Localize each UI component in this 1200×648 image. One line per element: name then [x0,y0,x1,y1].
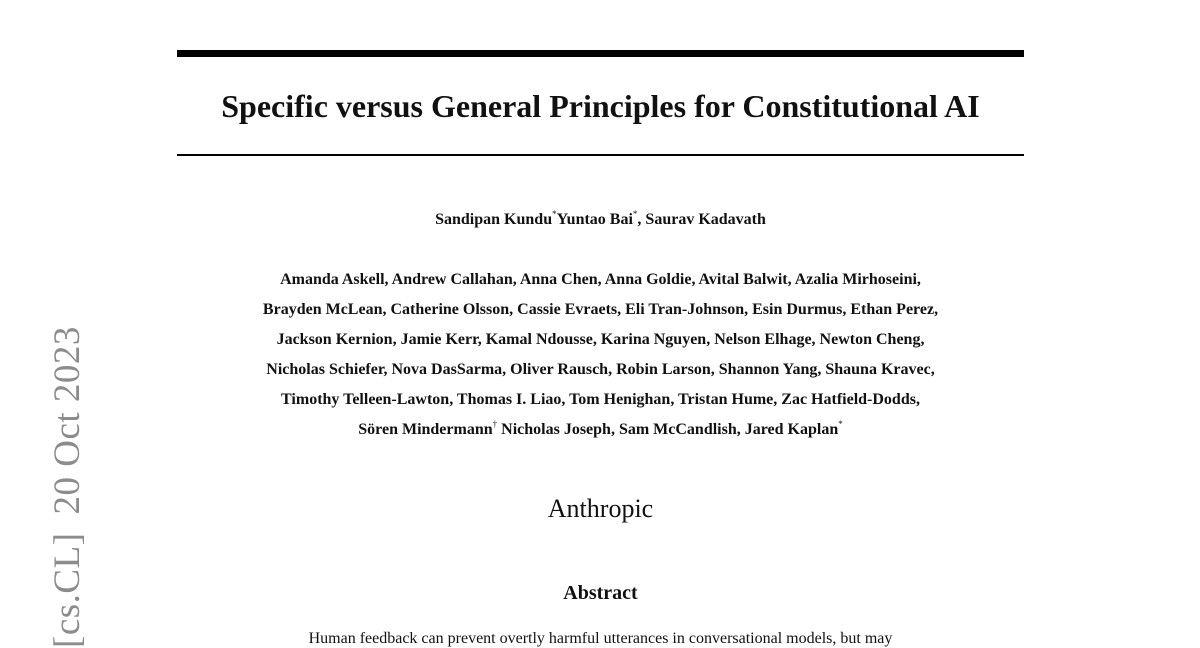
author-line: Brayden McLean, Catherine Olsson, Cassie Evraets, Eli Tran-Johnson, Esin Durmus, Ethan Perez, [262,301,939,318]
equal-contribution-mark: * [552,209,557,219]
author-line: Timothy Telleen-Lawton, Thomas I. Liao, Tom Henighan, Tristan Hume, Zac Hatfield-Dodds, [281,391,920,408]
author-list [177,265,1024,445]
title-top-rule [177,50,1024,57]
arxiv-date: 20 Oct 2023 [47,326,88,515]
equal-contribution-mark: * [632,209,638,219]
lead-author-1: Sandipan Kundu [435,211,553,228]
arxiv-category: [cs.CL] [47,532,88,648]
author-line: Jackson Kernion, Jamie Kerr, Kamal Ndousse, Karina Nguyen, Nelson Elhage, Newton Cheng, [276,331,925,348]
author-line: Amanda Askell, Andrew Callahan, Anna Chen, Anna Goldie, Avital Balwit, Azalia Mirhoseini, [280,271,921,288]
lead-author-2: Yuntao Bai [556,211,633,228]
abstract-heading: Abstract [563,582,638,604]
title-bottom-rule [177,154,1024,156]
abstract-text: Human feedback can prevent overtly harmful utterances in conversational models, but may [308,630,893,647]
lead-author-3: , Saurav Kadavath [637,211,766,228]
author-names: Nicholas Joseph, Sam McCandlish, Jared Kaplan [497,421,839,438]
arxiv-side-stamp [48,326,88,648]
author-line: Nicholas Schiefer, Nova DasSarma, Oliver Rausch, Robin Larson, Shannon Yang, Shauna Kravec, [266,361,935,378]
paper-title: Specific versus General Principles for Constitutional AI [221,88,980,124]
author-name: Sören Mindermann [358,421,493,438]
footnote-mark: † [492,419,498,429]
corresponding-author-mark: * [838,419,843,429]
lead-authors [177,209,1024,231]
author-line [177,415,1024,445]
affiliation: Anthropic [547,494,654,523]
